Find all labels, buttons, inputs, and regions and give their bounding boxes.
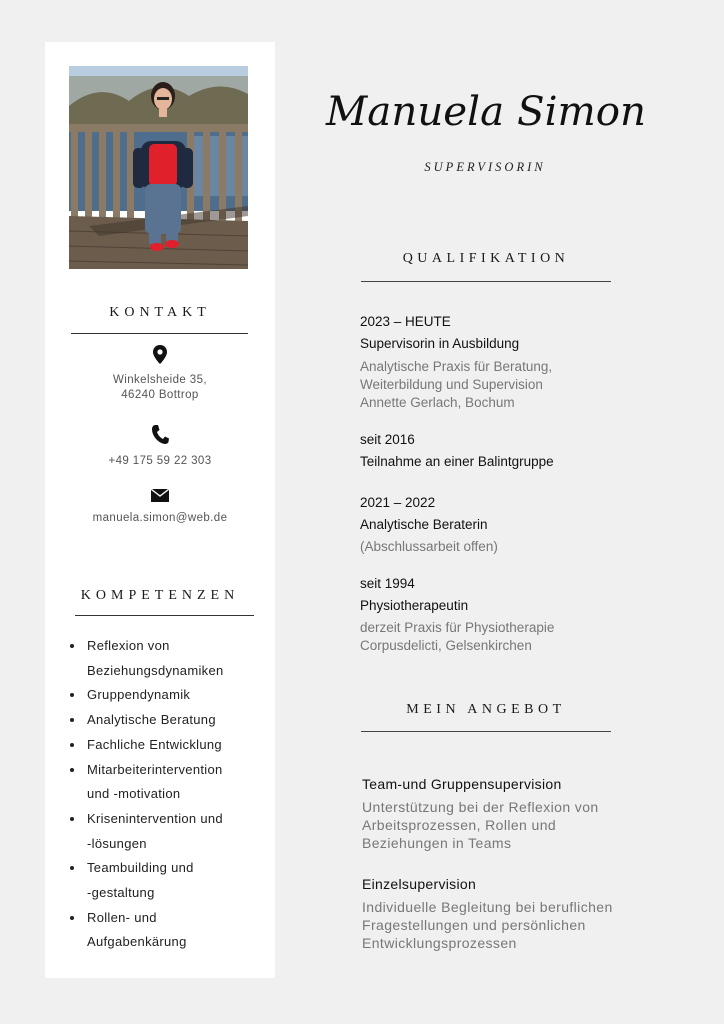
email-address: manuela.simon@web.de [92, 512, 228, 524]
offer-desc-line: Entwicklungsprozessen [362, 935, 517, 951]
skill-item: • Reflexion von Beziehungsdynamiken [85, 634, 285, 683]
entry-title: Physiotherapeutin [360, 598, 469, 613]
entry-period: seit 2016 [360, 432, 415, 447]
entry-period: 2021 – 2022 [360, 495, 436, 510]
qualification-heading: QUALIFIKATION [402, 251, 570, 266]
qualification-divider [361, 281, 611, 282]
offer-heading: MEIN ANGEBOT [406, 702, 566, 717]
skill-item: • Fachliche Entwicklung [85, 733, 285, 758]
offer-desc-line: Fragestellungen und persönlichen [362, 917, 586, 933]
entry-period: seit 1994 [360, 576, 415, 591]
entry-desc-line: Analytische Praxis für Beratung, [360, 359, 553, 374]
skills-list [69, 634, 285, 955]
offer-title: Einzelsupervision [362, 876, 477, 892]
envelope-icon [45, 489, 275, 507]
skill-item: • Teambuilding und -gestaltung [85, 856, 285, 905]
offer-desc-line: Individuelle Begleitung bei beruflichen [362, 899, 613, 915]
skill-item: • Krisenintervention und -lösungen [85, 807, 285, 856]
contact-divider [71, 333, 248, 334]
offer-title: Team-und Gruppensupervision [362, 776, 562, 792]
entry-desc-line: (Abschlussarbeit offen) [360, 539, 498, 554]
contact-heading: KONTAKT [109, 305, 211, 320]
offer-desc-line: Unterstützung bei der Reflexion von [362, 799, 599, 815]
entry-title: Analytische Beraterin [360, 517, 488, 532]
address-line-2: 46240 Bottrop [121, 389, 199, 401]
phone-icon [45, 425, 275, 449]
phone-number: +49 175 59 22 303 [108, 455, 212, 467]
sidebar [45, 42, 275, 978]
skills-heading: KOMPETENZEN [80, 588, 240, 603]
entry-period: 2023 – HEUTE [360, 314, 451, 329]
profile-photo [69, 66, 248, 269]
entry-desc-line: Annette Gerlach, Bochum [360, 395, 515, 410]
entry-title: Supervisorin in Ausbildung [360, 336, 520, 351]
skills-divider [75, 615, 254, 616]
skill-item: • Gruppendynamik [85, 683, 285, 708]
entry-desc-line: Weiterbildung und Supervision [360, 377, 543, 392]
entry-desc-line: Corpusdelicti, Gelsenkirchen [360, 638, 532, 653]
location-pin-icon [45, 345, 275, 369]
job-title: SUPERVISORIN [424, 160, 546, 174]
skill-item: • Mitarbeiterintervention und -motivation [85, 758, 285, 807]
entry-desc-line: derzeit Praxis für Physiotherapie [360, 620, 555, 635]
svg-text:Manuela Simon: Manuela Simon [324, 89, 646, 135]
offer-desc-line: Beziehungen in Teams [362, 835, 512, 851]
offer-desc-line: Arbeitsprozessen, Rollen und [362, 817, 557, 833]
skill-item: • Analytische Beratung [85, 708, 285, 733]
address-line-1: Winkelsheide 35, [113, 374, 207, 386]
entry-title: Teilnahme an einer Balintgruppe [360, 454, 554, 469]
skill-item: • Rollen- und Aufgabenkärung [85, 906, 285, 955]
offer-divider [361, 731, 611, 732]
name-signature [322, 75, 652, 145]
